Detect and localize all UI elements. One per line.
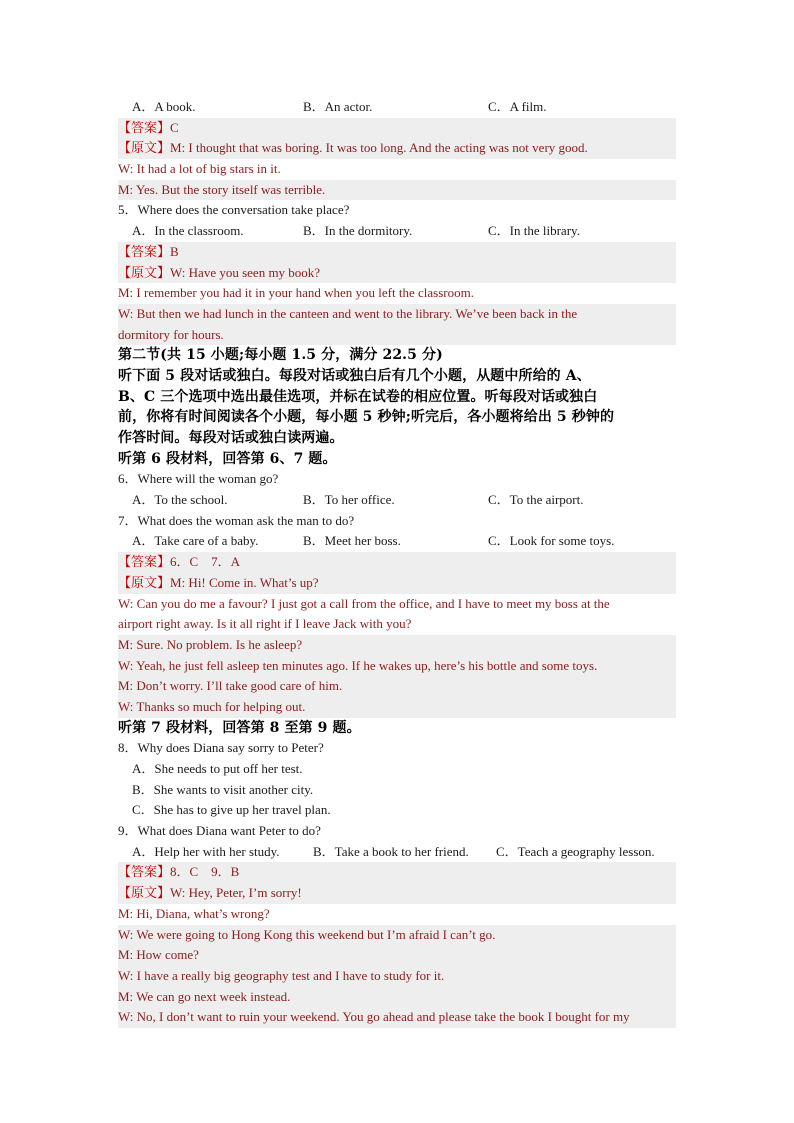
set7-answer [118,862,676,883]
script-text: M: Hi! Come in. What’s up? [170,574,319,590]
q7-options [118,531,676,552]
set6-script-line: M: Don’t worry. I’ll take good care of him. [118,676,676,697]
q5-option-a: A．In the classroom. [132,223,244,239]
q4-option-b: B．An actor. [303,99,373,114]
q9-question: 9．What does Diana want Peter to do? [118,823,321,839]
q5-option-b: B．In the dormitory. [303,223,413,239]
script-tag: 【原文】 [118,264,171,280]
q4-option-c: C．A film. [488,99,547,114]
q8-question: 8．Why does Diana say sorry to Peter? [118,740,324,756]
set6-script-line [118,573,676,594]
set6-script-line: W: Can you do me a favour? I just got a call from the office, and I have to meet my boss at the [118,595,610,611]
q6-options [118,490,676,511]
q4-options [118,97,676,118]
script-tag: 【原文】 [118,885,171,901]
q5-question: 5．Where does the conversation take place? [118,202,350,218]
q4-script-line [118,138,676,159]
exam-page [118,97,676,1028]
answer-tag: 【答案】 [118,119,171,135]
q8-option-a: A．She needs to put off her test. [132,761,303,776]
script-text: W: Have you seen my book? [170,264,321,280]
answer-value: 6．C 7．A [170,554,241,570]
q7-option-a: A．Take care of a baby. [132,533,259,549]
set7-script-line: M: We can go next week instead. [118,987,676,1008]
q5-options [118,221,676,242]
q6-option-b: B．To her office. [303,492,395,508]
section-instructions: 听下面 5 段对话或独白。每段对话或独白后有几个小题，从题中所给的 A、 [118,367,591,384]
set6-script-line: M: Sure. No problem. Is he asleep? [118,635,676,656]
q5-answer [118,242,676,263]
answer-tag: 【答案】 [118,554,171,570]
q4-script-line: W: It had a lot of big stars in it. [118,161,281,177]
section-heading: 第二节(共 15 小题;每小题 1.5 分，满分 22.5 分) [118,347,443,364]
set7-script-line: W: I have a really big geography test and I have to study for it. [118,966,676,987]
answer-tag: 【答案】 [118,243,171,259]
script-text: W: Hey, Peter, I’m sorry! [170,885,302,901]
script-tag: 【原文】 [118,574,171,590]
q4-option-a: A．A book. [132,99,196,114]
q4-answer [118,118,676,139]
q5-option-c: C．In the library. [488,223,580,239]
q9-options [118,842,676,863]
q8-option-c: C．She has to give up her travel plan. [132,802,331,818]
q7-question: 7．What does the woman ask the man to do? [118,512,355,528]
q5-script-line: dormitory for hours. [118,325,676,346]
set7-script-line: M: Hi, Diana, what’s wrong? [118,905,270,921]
set6-answer [118,552,676,573]
section-instructions: B、C 三个选项中选出最佳选项，并标在试卷的相应位置。听每段对话或独白 [118,388,598,405]
q7-option-b: B．Meet her boss. [303,533,401,549]
set6-script-line: airport right away. Is it all right if I leave Jack with you? [118,616,412,632]
set7-heading: 听第 7 段材料，回答第 8 至第 9 题。 [118,719,361,736]
q8-option-b: B．She wants to visit another city. [132,781,314,797]
section-instructions: 前，你将有时间阅读各个小题，每小题 5 秒钟;听完后，各小题将给出 5 秒钟的 [118,409,615,426]
q5-script-line [118,263,676,284]
set7-script-line: W: No, I don’t want to ruin your weekend. You go ahead and please take the book I bought for my [118,1007,676,1028]
script-text: M: I thought that was boring. It was too long. And the acting was not very good. [170,140,588,156]
set7-script-line: M: How come? [118,945,676,966]
q6-option-a: A．To the school. [132,492,228,508]
q6-option-c: C．To the airport. [488,492,584,508]
answer-value: C [170,119,179,135]
q5-script-line: M: I remember you had it in your hand when you left the classroom. [118,285,474,301]
q5-script-line: W: But then we had lunch in the canteen and went to the library. We’ve been back in the [118,304,676,325]
script-tag: 【原文】 [118,140,171,156]
q9-option-b: B．Take a book to her friend. [313,843,469,859]
set6-heading: 听第 6 段材料，回答第 6、7 题。 [118,450,337,467]
answer-value: B [170,243,179,259]
set6-script-line: W: Thanks so much for helping out. [118,697,676,718]
q7-option-c: C．Look for some toys. [488,533,615,549]
set7-script-line [118,883,676,904]
q6-question: 6．Where will the woman go? [118,471,279,487]
q9-option-a: A．Help her with her study. [132,843,280,859]
q4-script-line: M: Yes. But the story itself was terrible. [118,180,676,201]
answer-value: 8．C 9．B [170,864,240,880]
answer-tag: 【答案】 [118,864,171,880]
set6-script-line: W: Yeah, he just fell asleep ten minutes ago. If he wakes up, here’s his bottle and some toys. [118,656,676,677]
section-instructions: 作答时间。每段对话或独白读两遍。 [118,430,344,446]
set7-script-line: W: We were going to Hong Kong this weekend but I’m afraid I can’t go. [118,925,676,946]
q9-option-c: C．Teach a geography lesson. [496,843,655,859]
